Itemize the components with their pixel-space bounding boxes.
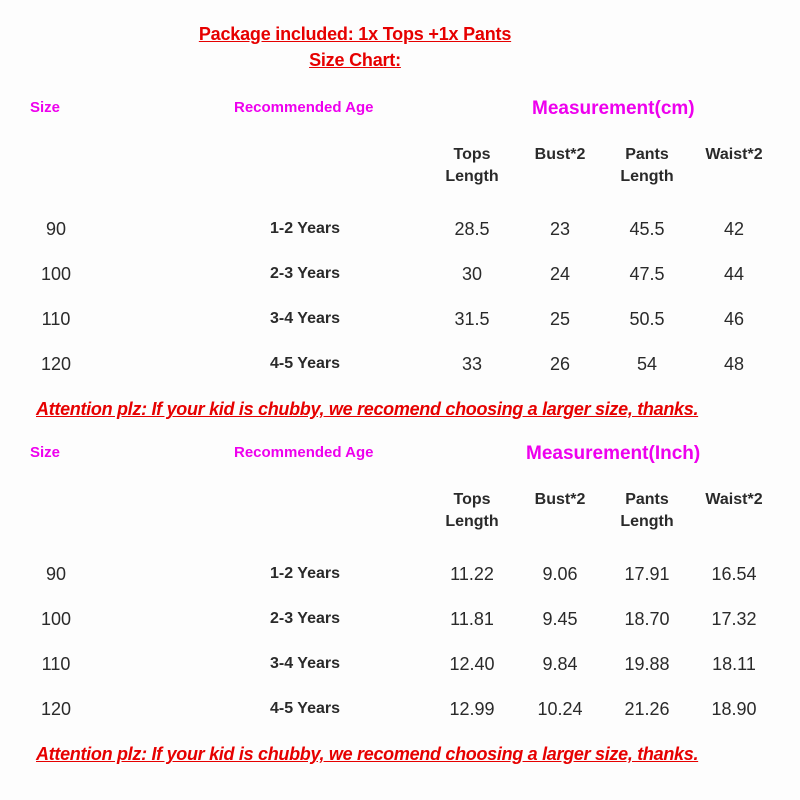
row-size: 120 (40, 699, 72, 719)
row-value: 17.32 (711, 609, 757, 629)
row-age: 4-5 Years (270, 700, 340, 717)
row-value: 31.5 (454, 309, 490, 329)
col-bust: Bust*2 (534, 491, 586, 508)
row-value: 24 (549, 264, 571, 284)
attention-note: Attention plz: If your kid is chubby, we recomend choosing a larger size, thanks. (36, 399, 699, 419)
row-value: 47.5 (629, 264, 665, 284)
row-age: 3-4 Years (270, 655, 340, 672)
row-value: 10.24 (537, 699, 583, 719)
col-tops-length: Tops Length (445, 146, 499, 185)
row-value: 23 (549, 219, 571, 239)
size-header: Size (30, 444, 61, 461)
row-age: 1-2 Years (270, 220, 340, 237)
row-value: 17.91 (624, 564, 670, 584)
row-value: 19.88 (624, 654, 670, 674)
col-bust: Bust*2 (534, 146, 586, 163)
row-value: 12.40 (449, 654, 495, 674)
measurement-cm-header: Measurement(cm) (532, 98, 695, 119)
row-age: 1-2 Years (270, 565, 340, 582)
row-value: 9.06 (542, 564, 578, 584)
row-value: 18.90 (711, 699, 757, 719)
row-age: 3-4 Years (270, 310, 340, 327)
row-size: 110 (41, 309, 71, 329)
package-title: Package included: 1x Tops +1x Pants (198, 24, 512, 44)
row-value: 50.5 (629, 309, 665, 329)
row-age: 2-3 Years (270, 610, 340, 627)
row-value: 44 (723, 264, 745, 284)
recommended-age-header: Recommended Age (234, 444, 374, 461)
row-value: 33 (461, 354, 483, 374)
recommended-age-header: Recommended Age (234, 99, 374, 116)
row-value: 11.81 (450, 609, 494, 629)
col-waist: Waist*2 (705, 146, 763, 163)
row-value: 46 (723, 309, 745, 329)
row-value: 28.5 (454, 219, 490, 239)
row-value: 11.22 (450, 564, 494, 584)
attention-note: Attention plz: If your kid is chubby, we recomend choosing a larger size, thanks. (36, 744, 699, 764)
row-value: 48 (723, 354, 745, 374)
row-age: 4-5 Years (270, 355, 340, 372)
row-value: 42 (723, 219, 745, 239)
row-value: 45.5 (629, 219, 665, 239)
row-value: 21.26 (624, 699, 670, 719)
row-size: 100 (40, 609, 72, 629)
col-waist: Waist*2 (705, 491, 763, 508)
measurement-inch-header: Measurement(Inch) (526, 443, 701, 464)
row-value: 12.99 (449, 699, 495, 719)
row-value: 54 (636, 354, 658, 374)
row-size: 90 (45, 564, 67, 584)
size-header: Size (30, 99, 61, 116)
col-pants-length: Pants Length (620, 491, 674, 530)
row-age: 2-3 Years (270, 265, 340, 282)
row-value: 18.11 (712, 654, 756, 674)
row-size: 110 (41, 654, 71, 674)
row-value: 26 (549, 354, 571, 374)
size-chart-title: Size Chart: (309, 50, 401, 70)
row-size: 100 (40, 264, 72, 284)
row-value: 9.45 (542, 609, 578, 629)
row-value: 16.54 (711, 564, 757, 584)
row-value: 25 (549, 309, 571, 329)
row-value: 9.84 (542, 654, 578, 674)
row-value: 30 (461, 264, 483, 284)
row-size: 120 (40, 354, 72, 374)
col-tops-length: Tops Length (445, 491, 499, 530)
col-pants-length: Pants Length (620, 146, 674, 185)
row-value: 18.70 (624, 609, 670, 629)
row-size: 90 (45, 219, 67, 239)
